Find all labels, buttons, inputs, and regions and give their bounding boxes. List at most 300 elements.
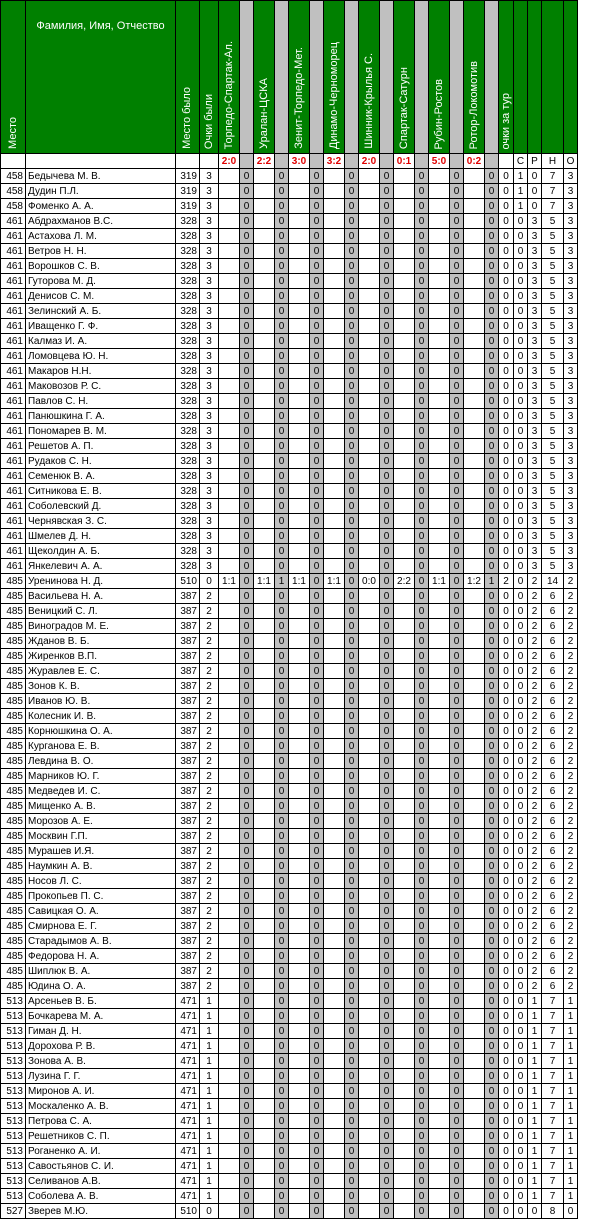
- table-row: [1, 1204, 578, 1219]
- table-cell: 0: [275, 1099, 289, 1114]
- table-row: [1, 1144, 578, 1159]
- table-cell: [359, 469, 380, 484]
- table-cell: 0: [345, 484, 359, 499]
- table-cell: 0: [240, 559, 254, 574]
- table-cell: [289, 169, 310, 184]
- table-cell: Марников Ю. Г.: [26, 769, 176, 784]
- table-cell: 485: [1, 784, 26, 799]
- table-cell: 1: [200, 1069, 219, 1084]
- table-cell: 461: [1, 499, 26, 514]
- table-cell: 0: [345, 1084, 359, 1099]
- table-cell: 0: [310, 964, 324, 979]
- table-cell: [359, 679, 380, 694]
- table-cell: 0: [415, 199, 429, 214]
- table-cell: 0: [275, 694, 289, 709]
- table-cell: 0: [485, 1069, 499, 1084]
- table-cell: 471: [176, 1189, 200, 1204]
- table-cell: [289, 934, 310, 949]
- table-row: [1, 304, 578, 319]
- table-cell: [464, 859, 485, 874]
- table-cell: 0: [499, 1159, 514, 1174]
- table-cell: [429, 1069, 450, 1084]
- table-cell: 0: [240, 1084, 254, 1099]
- table-cell: 0: [345, 709, 359, 724]
- table-cell: 3: [564, 469, 578, 484]
- table-cell: [464, 349, 485, 364]
- table-cell: 0: [240, 1114, 254, 1129]
- table-cell: 0: [514, 664, 528, 679]
- table-cell: 0: [499, 409, 514, 424]
- table-cell: 471: [176, 1039, 200, 1054]
- table-cell: 2: [564, 829, 578, 844]
- match-result: 3:0: [289, 154, 310, 169]
- table-row: [1, 319, 578, 334]
- table-cell: 0: [380, 1129, 394, 1144]
- table-cell: [219, 319, 240, 334]
- table-cell: [464, 754, 485, 769]
- table-cell: 0: [514, 604, 528, 619]
- table-cell: 0: [275, 904, 289, 919]
- table-cell: 0: [450, 1189, 464, 1204]
- table-cell: 319: [176, 199, 200, 214]
- table-cell: [289, 349, 310, 364]
- table-cell: Уренинова Н. Д.: [26, 574, 176, 589]
- table-cell: 0: [380, 829, 394, 844]
- table-cell: [429, 169, 450, 184]
- table-cell: 328: [176, 439, 200, 454]
- table-cell: 0: [345, 859, 359, 874]
- table-cell: 0: [380, 319, 394, 334]
- table-cell: 0: [345, 994, 359, 1009]
- table-cell: 0: [380, 979, 394, 994]
- table-cell: [429, 1039, 450, 1054]
- table-cell: [359, 889, 380, 904]
- table-cell: [429, 544, 450, 559]
- table-cell: 0: [499, 844, 514, 859]
- table-cell: Астахова Л. М.: [26, 229, 176, 244]
- table-cell: 328: [176, 379, 200, 394]
- table-cell: [359, 304, 380, 319]
- table-cell: [464, 739, 485, 754]
- table-cell: 0: [345, 424, 359, 439]
- table-cell: 2: [200, 709, 219, 724]
- table-cell: 0: [345, 454, 359, 469]
- table-cell: [464, 1084, 485, 1099]
- table-cell: 3: [564, 409, 578, 424]
- table-cell: [289, 529, 310, 544]
- table-cell: [429, 1009, 450, 1024]
- table-row: [1, 1054, 578, 1069]
- table-cell: 0: [275, 1009, 289, 1024]
- table-cell: Решетов А. П.: [26, 439, 176, 454]
- table-cell: [464, 529, 485, 544]
- table-cell: [254, 919, 275, 934]
- table-cell: 0: [450, 364, 464, 379]
- table-cell: 3: [200, 214, 219, 229]
- table-cell: 0: [310, 484, 324, 499]
- table-cell: [324, 934, 345, 949]
- table-cell: 0: [275, 589, 289, 604]
- table-cell: 0: [415, 379, 429, 394]
- table-cell: 513: [1, 1129, 26, 1144]
- table-cell: [219, 619, 240, 634]
- table-cell: 3: [528, 349, 542, 364]
- table-cell: [464, 1009, 485, 1024]
- table-cell: [289, 589, 310, 604]
- table-cell: 3: [200, 199, 219, 214]
- table-cell: 6: [542, 964, 564, 979]
- table-cell: Носов Л. С.: [26, 874, 176, 889]
- table-cell: 0: [485, 424, 499, 439]
- table-cell: 0: [499, 1129, 514, 1144]
- table-cell: [359, 364, 380, 379]
- table-cell: [464, 589, 485, 604]
- table-cell: 0: [240, 934, 254, 949]
- table-cell: 0: [514, 1159, 528, 1174]
- table-cell: 387: [176, 889, 200, 904]
- table-cell: Колесник И. В.: [26, 709, 176, 724]
- table-cell: [429, 859, 450, 874]
- table-cell: [289, 409, 310, 424]
- table-cell: 0: [485, 1204, 499, 1219]
- table-cell: 0: [485, 904, 499, 919]
- table-cell: 513: [1, 1159, 26, 1174]
- table-cell: 2: [564, 589, 578, 604]
- table-cell: 0: [200, 574, 219, 589]
- table-cell: 0: [345, 244, 359, 259]
- table-cell: [464, 649, 485, 664]
- table-cell: 0: [514, 949, 528, 964]
- table-cell: 0: [275, 799, 289, 814]
- table-cell: [219, 229, 240, 244]
- table-cell: 7: [542, 1174, 564, 1189]
- table-cell: [289, 439, 310, 454]
- table-cell: 0: [275, 544, 289, 559]
- table-cell: 0: [415, 979, 429, 994]
- table-cell: 0: [485, 754, 499, 769]
- table-cell: 328: [176, 214, 200, 229]
- table-cell: 0: [485, 409, 499, 424]
- table-cell: [429, 919, 450, 934]
- table-cell: [394, 889, 415, 904]
- table-row: [1, 619, 578, 634]
- table-cell: 3: [200, 544, 219, 559]
- table-row: [1, 559, 578, 574]
- table-cell: [324, 739, 345, 754]
- table-cell: 0: [450, 649, 464, 664]
- table-cell: 0: [514, 769, 528, 784]
- table-cell: 461: [1, 259, 26, 274]
- table-cell: [464, 919, 485, 934]
- table-cell: 0: [450, 604, 464, 619]
- table-cell: 461: [1, 454, 26, 469]
- table-cell: [394, 769, 415, 784]
- table-cell: [394, 499, 415, 514]
- table-cell: [254, 409, 275, 424]
- table-cell: [394, 184, 415, 199]
- table-cell: [394, 1084, 415, 1099]
- table-cell: Бочкарева М. А.: [26, 1009, 176, 1024]
- table-cell: 0: [450, 244, 464, 259]
- table-cell: Калмаз И. А.: [26, 334, 176, 349]
- table-row: [1, 754, 578, 769]
- table-cell: [324, 949, 345, 964]
- table-cell: 387: [176, 604, 200, 619]
- table-cell: 0: [450, 694, 464, 709]
- table-cell: 0: [499, 1174, 514, 1189]
- table-cell: 0: [345, 229, 359, 244]
- table-cell: [394, 349, 415, 364]
- table-row: [1, 934, 578, 949]
- table-cell: 0: [345, 934, 359, 949]
- table-cell: [429, 1204, 450, 1219]
- table-cell: 0: [240, 859, 254, 874]
- table-row: [1, 364, 578, 379]
- table-cell: [429, 424, 450, 439]
- table-cell: 513: [1, 1069, 26, 1084]
- table-cell: 0: [240, 259, 254, 274]
- table-cell: 387: [176, 784, 200, 799]
- table-cell: 3: [528, 499, 542, 514]
- table-cell: 471: [176, 1024, 200, 1039]
- table-cell: 485: [1, 634, 26, 649]
- table-cell: 0: [380, 814, 394, 829]
- table-cell: 0: [415, 754, 429, 769]
- table-cell: 0: [380, 514, 394, 529]
- table-cell: Соболевский Д.: [26, 499, 176, 514]
- table-cell: [324, 469, 345, 484]
- match-result: 5:0: [429, 154, 450, 169]
- table-cell: [289, 364, 310, 379]
- table-cell: 0: [345, 1129, 359, 1144]
- table-cell: 0: [415, 919, 429, 934]
- table-cell: [254, 769, 275, 784]
- table-cell: 0: [310, 604, 324, 619]
- table-cell: 6: [542, 874, 564, 889]
- table-row: [1, 1099, 578, 1114]
- table-cell: 0: [240, 589, 254, 604]
- table-cell: [429, 829, 450, 844]
- table-cell: [464, 424, 485, 439]
- table-cell: 0: [275, 1174, 289, 1189]
- table-cell: 3: [564, 244, 578, 259]
- table-cell: 5: [542, 319, 564, 334]
- table-cell: [429, 634, 450, 649]
- table-cell: 0: [380, 784, 394, 799]
- table-cell: 461: [1, 439, 26, 454]
- table-cell: [394, 364, 415, 379]
- table-cell: [359, 754, 380, 769]
- table-cell: 387: [176, 589, 200, 604]
- table-cell: [464, 1024, 485, 1039]
- table-cell: [359, 274, 380, 289]
- table-cell: 0: [415, 949, 429, 964]
- table-cell: 0: [499, 1039, 514, 1054]
- table-cell: 0: [514, 1069, 528, 1084]
- table-cell: [429, 484, 450, 499]
- table-cell: [289, 184, 310, 199]
- table-cell: Зелинский А. Б.: [26, 304, 176, 319]
- table-cell: Зонова А. В.: [26, 1054, 176, 1069]
- table-cell: Дудин П.Л.: [26, 184, 176, 199]
- table-cell: 1: [528, 1039, 542, 1054]
- table-cell: [254, 274, 275, 289]
- table-cell: [254, 904, 275, 919]
- table-cell: 0: [380, 289, 394, 304]
- table-cell: 1: [528, 1129, 542, 1144]
- table-cell: 0: [514, 979, 528, 994]
- table-cell: 0: [345, 664, 359, 679]
- table-cell: 0: [499, 784, 514, 799]
- table-cell: [289, 829, 310, 844]
- table-cell: [464, 1039, 485, 1054]
- table-cell: [254, 1174, 275, 1189]
- table-cell: 0: [310, 514, 324, 529]
- table-cell: 2: [200, 799, 219, 814]
- table-cell: 3: [564, 529, 578, 544]
- table-cell: [289, 1024, 310, 1039]
- table-cell: 3: [528, 274, 542, 289]
- table-cell: 387: [176, 754, 200, 769]
- table-cell: [464, 874, 485, 889]
- table-cell: 471: [176, 1159, 200, 1174]
- table-cell: 0: [275, 1189, 289, 1204]
- table-cell: [324, 169, 345, 184]
- table-cell: [464, 199, 485, 214]
- table-cell: Веницкий С. Л.: [26, 604, 176, 619]
- table-row: [1, 499, 578, 514]
- table-cell: [254, 1039, 275, 1054]
- table-cell: 6: [542, 799, 564, 814]
- table-cell: 0: [415, 679, 429, 694]
- table-cell: 485: [1, 754, 26, 769]
- table-cell: [254, 484, 275, 499]
- table-cell: 0: [450, 1144, 464, 1159]
- table-cell: [359, 289, 380, 304]
- table-cell: 0: [450, 1039, 464, 1054]
- table-cell: 3: [564, 274, 578, 289]
- table-cell: [289, 259, 310, 274]
- table-cell: 0: [450, 799, 464, 814]
- table-cell: 3: [200, 319, 219, 334]
- table-cell: 1: [200, 1174, 219, 1189]
- table-cell: [394, 859, 415, 874]
- header-place-was: Место было: [176, 1, 200, 154]
- table-cell: [324, 559, 345, 574]
- table-cell: 0: [240, 889, 254, 904]
- table-cell: [464, 1159, 485, 1174]
- table-cell: 0: [345, 874, 359, 889]
- table-cell: [254, 859, 275, 874]
- table-cell: [254, 979, 275, 994]
- table-cell: 0: [415, 454, 429, 469]
- table-cell: 5: [542, 454, 564, 469]
- table-cell: 0: [415, 259, 429, 274]
- table-cell: [464, 844, 485, 859]
- table-cell: 0: [275, 334, 289, 349]
- table-cell: [289, 379, 310, 394]
- table-cell: 2: [200, 589, 219, 604]
- table-cell: [289, 394, 310, 409]
- table-cell: [429, 274, 450, 289]
- table-cell: 5: [542, 544, 564, 559]
- table-cell: [429, 589, 450, 604]
- table-cell: Семенюк В. А.: [26, 469, 176, 484]
- table-cell: 2: [200, 724, 219, 739]
- table-cell: [289, 739, 310, 754]
- table-cell: 0: [380, 1024, 394, 1039]
- table-cell: [324, 619, 345, 634]
- table-cell: 0: [514, 544, 528, 559]
- table-cell: Жиренков В.П.: [26, 649, 176, 664]
- table-cell: 3: [528, 289, 542, 304]
- table-cell: 485: [1, 919, 26, 934]
- table-cell: 0: [499, 949, 514, 964]
- table-cell: 0: [514, 694, 528, 709]
- table-cell: 0: [275, 814, 289, 829]
- table-cell: 513: [1, 1084, 26, 1099]
- table-cell: [394, 994, 415, 1009]
- table-cell: 1: [564, 1129, 578, 1144]
- table-cell: Чернявская З. С.: [26, 514, 176, 529]
- table-cell: 0: [310, 1054, 324, 1069]
- table-cell: 328: [176, 544, 200, 559]
- table-cell: [219, 604, 240, 619]
- table-cell: 1: [200, 1189, 219, 1204]
- table-cell: [254, 529, 275, 544]
- table-cell: 0: [450, 169, 464, 184]
- table-cell: 0: [345, 964, 359, 979]
- table-cell: [324, 289, 345, 304]
- table-cell: [289, 994, 310, 1009]
- table-cell: [289, 289, 310, 304]
- table-cell: 0: [485, 514, 499, 529]
- table-cell: 0: [380, 1189, 394, 1204]
- table-cell: [289, 679, 310, 694]
- table-cell: 0: [345, 349, 359, 364]
- table-cell: 0: [485, 1159, 499, 1174]
- table-cell: 0: [275, 409, 289, 424]
- table-cell: 0: [380, 919, 394, 934]
- table-cell: 461: [1, 214, 26, 229]
- table-cell: 471: [176, 1144, 200, 1159]
- table-cell: 0: [415, 214, 429, 229]
- table-cell: 0: [310, 244, 324, 259]
- table-cell: [394, 949, 415, 964]
- table-cell: 5: [542, 229, 564, 244]
- match-result: 3:2: [324, 154, 345, 169]
- table-cell: 0: [240, 1054, 254, 1069]
- table-cell: [254, 724, 275, 739]
- table-cell: [289, 694, 310, 709]
- table-cell: 0: [380, 1099, 394, 1114]
- table-cell: [359, 859, 380, 874]
- table-cell: [359, 589, 380, 604]
- header-match-4: Динамо-Черноморец: [324, 1, 345, 154]
- table-cell: 0: [499, 724, 514, 739]
- table-cell: 0: [275, 349, 289, 364]
- table-cell: 3: [200, 469, 219, 484]
- table-cell: 0: [380, 1084, 394, 1099]
- table-cell: 3: [200, 289, 219, 304]
- table-cell: 461: [1, 484, 26, 499]
- table-cell: 0: [450, 289, 464, 304]
- table-cell: 7: [542, 1069, 564, 1084]
- table-cell: [359, 244, 380, 259]
- table-cell: 0: [528, 1204, 542, 1219]
- table-cell: 0: [415, 229, 429, 244]
- table-cell: 0: [514, 289, 528, 304]
